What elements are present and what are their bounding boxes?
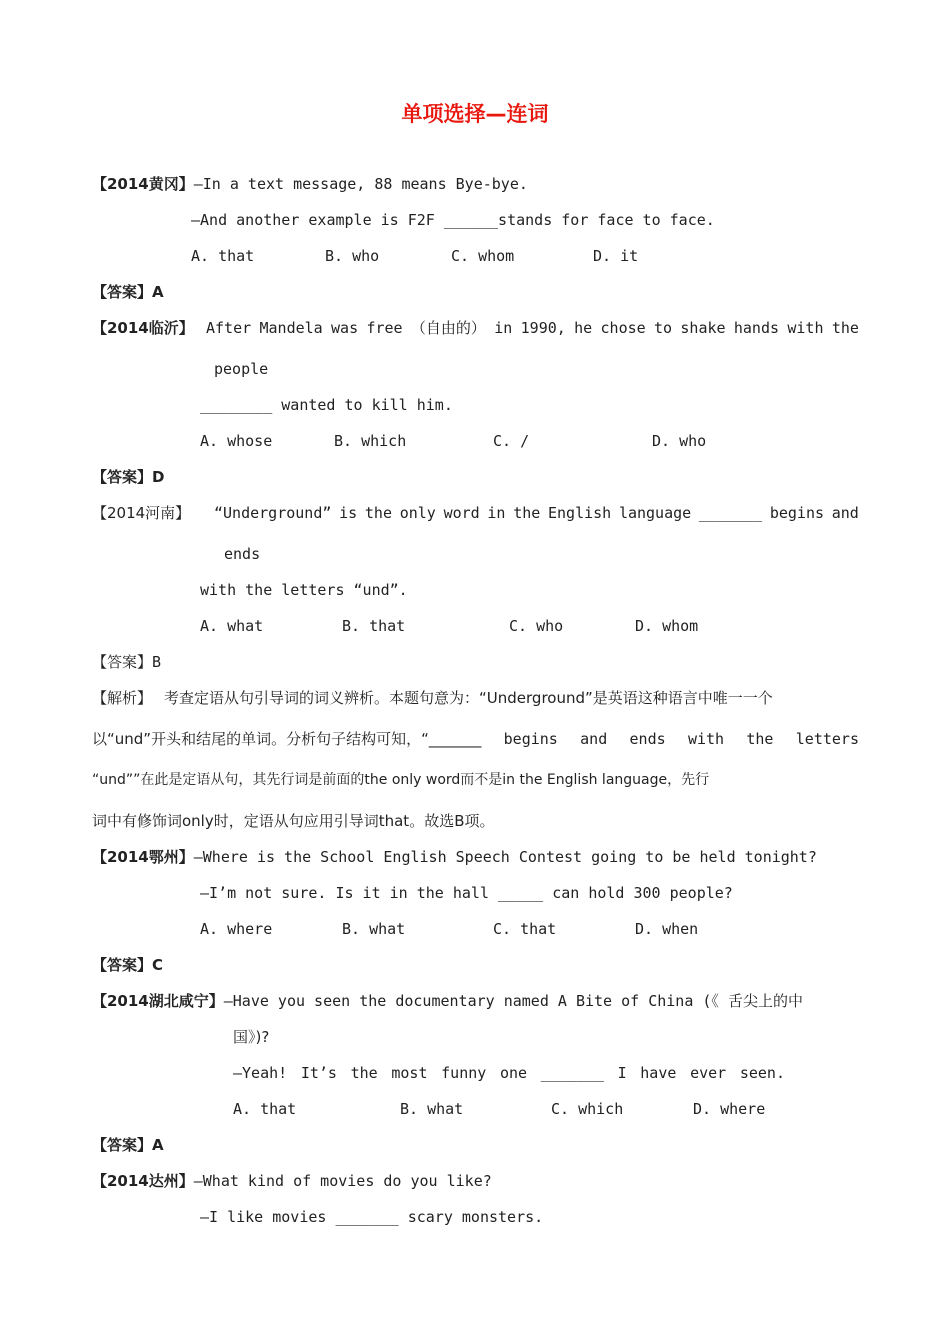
question-5-line-2: [233, 1062, 785, 1084]
word: one: [499, 1064, 528, 1082]
question-5-option-a: A. that: [233, 1100, 297, 1118]
word: funny: [441, 1064, 487, 1082]
question-4-option-b: B. what: [342, 920, 406, 938]
word: ends: [629, 730, 666, 748]
question-2-tag-text: 【2014临沂】: [92, 319, 194, 337]
question-2-option-c: C. /: [493, 432, 530, 450]
word: with: [687, 730, 725, 748]
question-2-option-a: A. whose: [200, 432, 273, 450]
word: the: [513, 504, 541, 522]
answer-value: B: [152, 653, 162, 671]
question-5-stem: [92, 990, 803, 1012]
word: the: [831, 319, 859, 337]
question-1-line-1: —In a text message, 88 means Bye-bye.: [193, 175, 528, 193]
answer-value: D: [152, 468, 165, 486]
question-3-option-b: B. that: [342, 617, 406, 635]
question-6-tag: 【2014达州】: [92, 1172, 194, 1190]
question-5-tag: 【2014湖北咸宁】: [92, 992, 224, 1010]
answer-value: A: [152, 1136, 164, 1154]
word: chose: [600, 319, 646, 337]
answer-label: 【答案】: [92, 653, 153, 671]
word: word: [443, 504, 480, 522]
question-5-line-1b: 国》)?: [233, 1028, 270, 1046]
question-3-tag-text: 【2014河南】: [92, 504, 191, 522]
question-3-analysis-line-2: [92, 728, 859, 750]
word: is: [339, 504, 358, 522]
question-6-line-1: —What kind of movies do you like?: [193, 1172, 492, 1190]
question-2-line-2: ________ wanted to kill him.: [200, 396, 453, 414]
word: —Yeah!: [233, 1064, 288, 1082]
question-3-line-2: with the letters “und”.: [200, 581, 408, 599]
word: seen.: [739, 1064, 785, 1082]
word: hands: [733, 319, 780, 337]
question-1-option-b: B. who: [325, 247, 380, 265]
question-5-option-c: C. which: [551, 1100, 624, 1118]
question-2-line-1b: people: [214, 360, 269, 378]
question-4-option-d: D. when: [635, 920, 699, 938]
word: _______: [540, 1064, 604, 1082]
word: I: [617, 1064, 627, 1082]
question-4-answer: [92, 954, 163, 976]
word: was: [331, 319, 359, 337]
question-4-line-1: —Where is the School English Speech Contest going to be held tonight?: [193, 848, 817, 866]
question-1-option-a: A. that: [191, 247, 255, 265]
word: “Underground”: [214, 504, 332, 522]
question-2-option-d: D. who: [652, 432, 707, 450]
analysis-text: 考查定语从句引导词的词义辨析。本题句意为：“Underground”是英语这种语言中唯一一个: [164, 689, 773, 707]
question-3-option-c: C. who: [509, 617, 564, 635]
word: free: [366, 319, 403, 337]
answer-label: 【答案】: [92, 1136, 153, 1154]
analysis-label: 【解析】: [92, 689, 153, 707]
word: letters: [795, 730, 859, 748]
question-5-line-1: —Have you seen the documentary named A Bite of China (《 舌尖上的中: [223, 992, 803, 1010]
question-5-answer: [92, 1134, 164, 1156]
word: in: [487, 504, 506, 522]
word: language: [618, 504, 692, 522]
question-4-line-2: —I’m not sure. Is it in the hall _____ can hold 300 people?: [200, 884, 733, 902]
word: and: [580, 730, 608, 748]
word: begins: [769, 504, 825, 522]
word: with: [787, 319, 824, 337]
question-4-stem: [92, 846, 817, 868]
word: English: [548, 504, 612, 522]
question-2-answer: [92, 466, 164, 488]
word: only: [399, 504, 436, 522]
question-3-option-d: D. whom: [635, 617, 699, 635]
answer-value: C: [152, 956, 164, 974]
word: Mandela: [259, 319, 323, 337]
question-2-line-1: [206, 317, 859, 339]
word: most: [391, 1064, 428, 1082]
question-1-line-2: —And another example is F2F ______stands for face to face.: [191, 211, 715, 229]
word: to: [654, 319, 673, 337]
word: 1990,: [520, 319, 566, 337]
word: he: [574, 319, 593, 337]
analysis-text: 以“und”开头和结尾的单词。分析句子结构可知，“_______: [92, 730, 482, 748]
answer-value: A: [152, 283, 164, 301]
page-title: 单项选择—连词: [401, 102, 549, 126]
word: It’s: [300, 1064, 337, 1082]
answer-label: 【答案】: [92, 468, 153, 486]
word: in: [494, 319, 513, 337]
question-5-option-d: D. where: [693, 1100, 766, 1118]
answer-label: 【答案】: [92, 283, 153, 301]
word: the: [746, 730, 774, 748]
word: begins: [503, 730, 558, 748]
question-3-line-1b: ends: [224, 545, 261, 563]
word: shake: [680, 319, 726, 337]
question-3-line-1: [214, 502, 859, 524]
question-4-option-a: A. where: [200, 920, 273, 938]
question-3-tag: [92, 502, 190, 524]
question-3-option-a: A. what: [200, 617, 264, 635]
question-4-tag: 【2014鄂州】: [92, 848, 194, 866]
word: _______: [698, 504, 763, 522]
question-3-answer: [92, 651, 161, 673]
question-2-option-b: B. which: [334, 432, 407, 450]
question-2-tag: [92, 317, 194, 339]
word: ever: [690, 1064, 727, 1082]
question-1-stem: [92, 173, 528, 195]
question-1-option-d: D. it: [593, 247, 639, 265]
question-3-analysis-line-1: [92, 687, 773, 709]
question-3-analysis-line-4: 词中有修饰词only时，定语从句应用引导词that。故选B项。: [92, 812, 495, 830]
question-5-option-b: B. what: [400, 1100, 464, 1118]
word: have: [640, 1064, 677, 1082]
word: the: [350, 1064, 378, 1082]
word: the: [364, 504, 392, 522]
question-1-answer: [92, 281, 164, 303]
question-4-option-c: C. that: [493, 920, 557, 938]
question-1-tag: 【2014黄冈】: [92, 175, 194, 193]
question-1-option-c: C. whom: [451, 247, 515, 265]
word: （自由的）: [410, 319, 486, 337]
word: and: [831, 504, 859, 522]
question-3-analysis-line-3: “und””在此是定语从句，其先行词是前面的the only word而不是in the English language，先行: [92, 772, 710, 788]
question-6-line-2: —I like movies _______ scary monsters.: [200, 1208, 544, 1226]
question-6-stem: [92, 1170, 492, 1192]
word: After: [206, 319, 252, 337]
answer-label: 【答案】: [92, 956, 153, 974]
